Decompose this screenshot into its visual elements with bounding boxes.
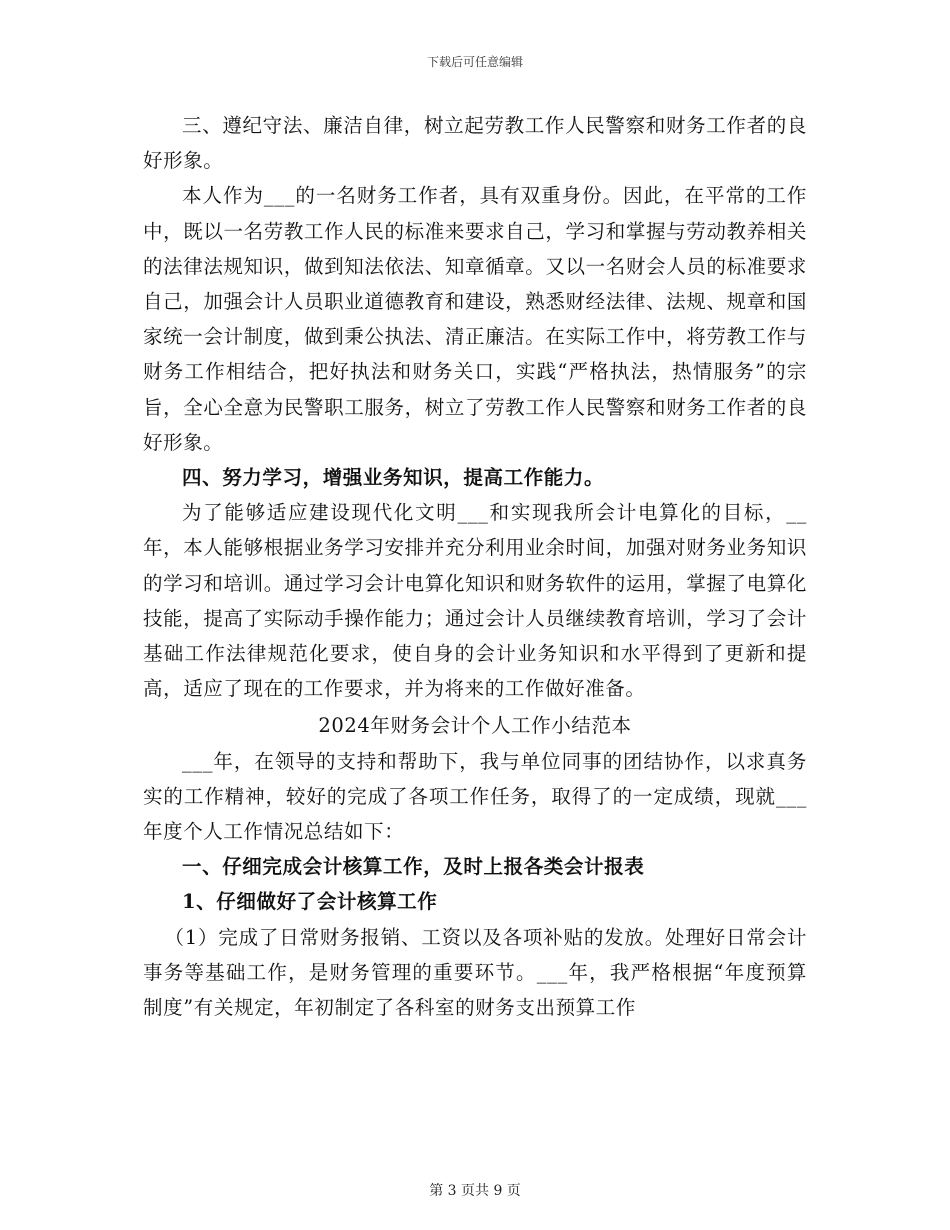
page-number: 第 3 页共 9 页 — [429, 1183, 521, 1199]
document-body — [143, 108, 807, 1025]
document-title: 2024年财务会计个人工作小结范本 — [318, 714, 632, 738]
part-one-heading: 一、仔细完成会计核算工作，及时上报各类会计报表 — [182, 855, 645, 879]
section-three-heading: 三、遵纪守法、廉洁自律，树立起劳教工作人民警察和财务工作者的良好形象。 — [143, 114, 807, 173]
section-four-body: 为了能够适应建设现代化文明___和实现我所会计电算化的目标，__年，本人能够根据业务学习安排并充分利用业余时间，加强对财务业务知识的学习和培训。通过学习会计电算化知识和财务软件的运用，掌握了电算化技能，提高了实际动手操作能力；通过会计人员继续教育培训，学习了会计基础工作法律规范化要求，使自身的会计业务知识和水平得到了更新和提高，适应了现在的工作要求，并为将来的工作做好准备。 — [143, 501, 807, 701]
item-one-paragraph: （1）完成了日常财务报销、工资以及各项补贴的发放。处理好日常会计事务等基础工作，是财务管理的重要环节。___年，我严格根据“年度预算制度”有关规定，年初制定了各科室的财务支出预算工作 — [143, 925, 807, 1020]
section-three-body: 本人作为___的一名财务工作者，具有双重身份。因此，在平常的工作中，既以一名劳教工作人民的标准来要求自己，学习和掌握与劳动教养相关的法律法规知识，做到知法依法、知章循章。又以一名财会人员的标准要求自己，加强会计人员职业道德教育和建设，熟悉财经法律、法规、规章和国家统一会计制度，做到秉公执法、清正廉洁。在实际工作中，将劳教工作与财务工作相结合，把好执法和财务关口，实践“严格执法，热情服务”的宗旨，全心全意为民警职工服务，树立了劳教工作人民警察和财务工作者的良好形象。 — [143, 184, 807, 454]
page-header-note: 下载后可任意编辑 — [426, 55, 523, 69]
intro-paragraph: ___年，在领导的支持和帮助下，我与单位同事的团结协作，以求真务实的工作精神，较好的完成了各项工作任务，取得了的一定成绩，现就___年度个人工作情况总结如下： — [143, 749, 807, 844]
subsection-one-heading: 1、仔细做好了会计核算工作 — [182, 890, 438, 914]
section-four-heading: 四、努力学习，增强业务知识，提高工作能力。 — [182, 466, 605, 490]
